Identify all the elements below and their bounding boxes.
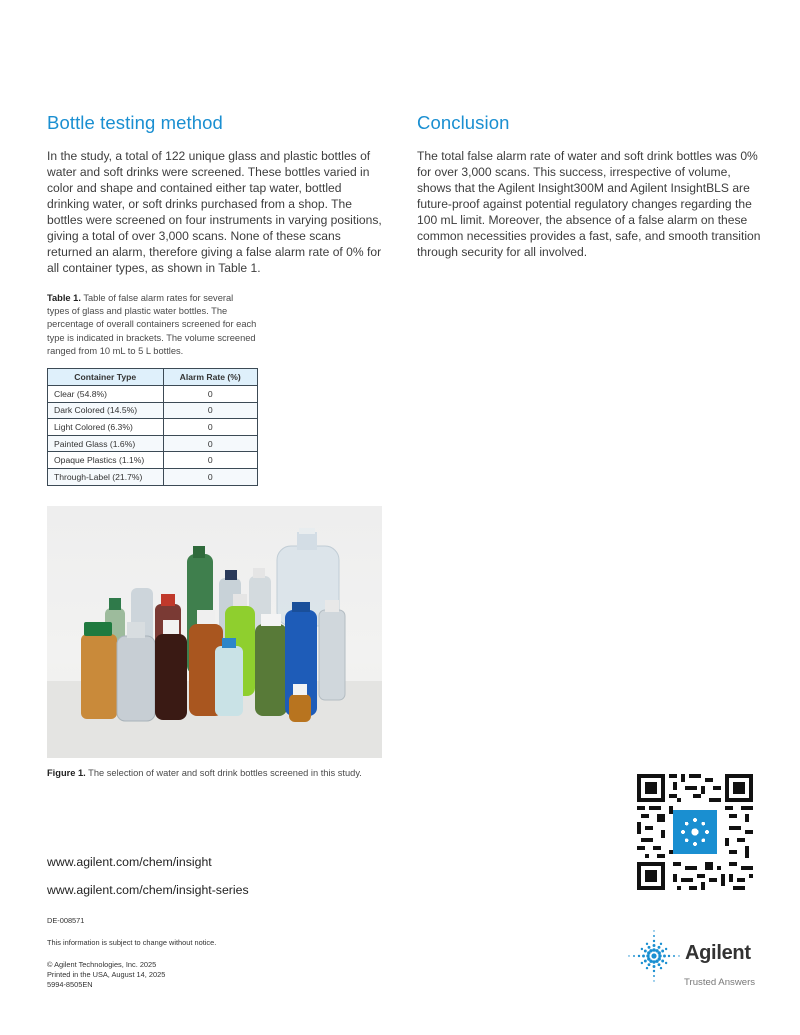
table-row xyxy=(48,386,258,403)
alarm-rate-cell: 0 xyxy=(163,386,258,403)
container-type-cell: Through-Label (21.7%) xyxy=(48,468,164,485)
container-type-cell: Light Colored (6.3%) xyxy=(48,419,164,436)
document-id: DE-008571 xyxy=(47,916,85,925)
container-type-cell: Dark Colored (14.5%) xyxy=(48,402,164,419)
table-caption-text: Table of false alarm rates for several types of glass and plastic water bottles. The percentage of overall containers screened for each type is indicated in brackets. The volume screened ranged from 10 mL to 5 L bottles. xyxy=(47,293,257,356)
print-info: Printed in the USA, August 14, 2025 xyxy=(47,970,166,979)
insight-series-link[interactable]: www.agilent.com/chem/insight-series xyxy=(47,883,249,897)
container-type-cell: Painted Glass (1.6%) xyxy=(48,435,164,452)
insight-link[interactable]: www.agilent.com/chem/insight xyxy=(47,855,212,869)
links-section xyxy=(47,855,249,911)
bottle-testing-section xyxy=(47,112,387,276)
table-caption xyxy=(47,292,257,358)
conclusion-section xyxy=(417,112,762,260)
alarm-rate-cell: 0 xyxy=(163,402,258,419)
copyright: © Agilent Technologies, Inc. 2025 xyxy=(47,960,157,969)
section-heading: Bottle testing method xyxy=(47,112,223,133)
alarm-rate-cell: 0 xyxy=(163,435,258,452)
publication-number: 5994-8505EN xyxy=(47,980,93,989)
alarm-rate-cell: 0 xyxy=(163,452,258,469)
table-row xyxy=(48,419,258,436)
column-header: Container Type xyxy=(48,369,164,386)
section-heading: Conclusion xyxy=(417,112,510,133)
agilent-spark-icon xyxy=(626,928,682,984)
table-row xyxy=(48,402,258,419)
section-paragraph: In the study, a total of 122 unique glass and plastic bottles of water and soft drinks were screened. These bottles varied in color and shape and contained either tap water, bottled drinking water, or soft drinks purchased from a shop. The bottles were screened on four instruments in varying positions, giving a total of over 3,000 scans. None of these scans returned an alarm, therefore giving a false alarm rate of 0% for all container types, as shown in Table 1. xyxy=(47,149,382,275)
container-type-cell: Opaque Plastics (1.1%) xyxy=(48,452,164,469)
bottles-photo xyxy=(47,506,382,758)
logo-tagline: Trusted Answers xyxy=(684,977,756,988)
qr-code[interactable] xyxy=(637,774,753,890)
figure-caption xyxy=(47,767,407,780)
alarm-rate-cell: 0 xyxy=(163,468,258,485)
figure-caption-text: The selection of water and soft drink bottles screened in this study. xyxy=(88,768,362,778)
table-row xyxy=(48,452,258,469)
alarm-rate-cell: 0 xyxy=(163,419,258,436)
table-row xyxy=(48,435,258,452)
table-label: Table 1. xyxy=(47,293,81,303)
table-row xyxy=(48,468,258,485)
section-paragraph: The total false alarm rate of water and soft drink bottles was 0% for over 3,000 scans. This success, irrespective of volume, shows that the Agilent Insight300M and Agilent InsightBLS are future-proof against potential regulatory changes regarding the 100 mL limit. Moreover, the absence of a false alarm on these common necessities provides a fast, safe, and smooth transition through security for all involved. xyxy=(417,149,761,259)
logo-wordmark: Agilent xyxy=(685,942,751,964)
false-alarm-table xyxy=(47,368,258,486)
container-type-cell: Clear (54.8%) xyxy=(48,386,164,403)
figure-label: Figure 1. xyxy=(47,768,86,778)
bottles-illustration xyxy=(47,506,382,758)
change-notice: This information is subject to change without notice. xyxy=(47,938,217,947)
agilent-logo xyxy=(626,928,760,990)
table-header-row xyxy=(48,369,258,386)
column-header: Alarm Rate (%) xyxy=(163,369,258,386)
